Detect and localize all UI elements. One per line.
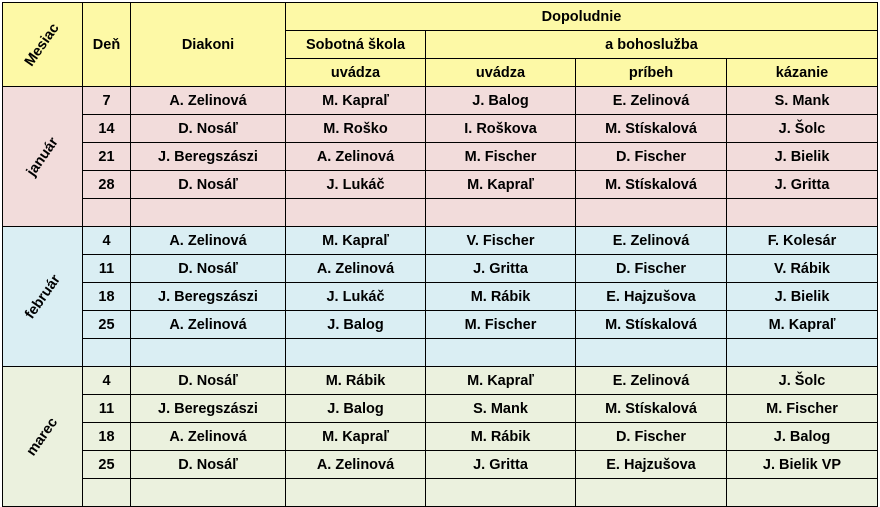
- uvadza-cell: I. Roškova: [426, 115, 576, 143]
- day-cell: [83, 339, 131, 367]
- uvadza-cell: M. Fischer: [426, 143, 576, 171]
- pribeh-cell: E. Zelinová: [576, 227, 727, 255]
- uvadza-cell: [426, 479, 576, 507]
- header-mesiac-label: Mesiac: [22, 20, 63, 69]
- pribeh-cell: M. Stískalová: [576, 395, 727, 423]
- day-cell: 4: [83, 227, 131, 255]
- pribeh-cell: M. Stískalová: [576, 115, 727, 143]
- table-row: [3, 311, 878, 339]
- uvadza-cell: M. Kapraľ: [426, 171, 576, 199]
- uvadza-cell: J. Gritta: [426, 255, 576, 283]
- ss-uvadza-cell: [286, 479, 426, 507]
- uvadza-cell: M. Kapraľ: [426, 367, 576, 395]
- pribeh-cell: M. Stískalová: [576, 171, 727, 199]
- pribeh-cell: D. Fischer: [576, 423, 727, 451]
- day-cell: 28: [83, 171, 131, 199]
- uvadza-cell: [426, 199, 576, 227]
- table-row: [3, 115, 878, 143]
- kazanie-cell: [727, 479, 878, 507]
- ss-uvadza-cell: M. Kapraľ: [286, 227, 426, 255]
- diakoni-cell: D. Nosáľ: [131, 115, 286, 143]
- ss-uvadza-cell: M. Rábik: [286, 367, 426, 395]
- kazanie-cell: J. Gritta: [727, 171, 878, 199]
- day-cell: 7: [83, 87, 131, 115]
- day-cell: [83, 479, 131, 507]
- month-label: marec: [23, 414, 62, 459]
- ss-uvadza-cell: A. Zelinová: [286, 143, 426, 171]
- table-row: [3, 451, 878, 479]
- ss-uvadza-cell: A. Zelinová: [286, 255, 426, 283]
- header-sobotna-skola: Sobotná škola: [286, 31, 426, 59]
- kazanie-cell: J. Bielik VP: [727, 451, 878, 479]
- diakoni-cell: A. Zelinová: [131, 87, 286, 115]
- header-dopoludnie: Dopoludnie: [286, 3, 878, 31]
- day-cell: 21: [83, 143, 131, 171]
- ss-uvadza-cell: [286, 339, 426, 367]
- header-a-bohosluzba: a bohoslužba: [426, 31, 878, 59]
- day-cell: [83, 199, 131, 227]
- pribeh-cell: D. Fischer: [576, 255, 727, 283]
- diakoni-cell: D. Nosáľ: [131, 367, 286, 395]
- kazanie-cell: M. Fischer: [727, 395, 878, 423]
- kazanie-cell: V. Rábik: [727, 255, 878, 283]
- table-row-empty: [3, 199, 878, 227]
- day-cell: 11: [83, 255, 131, 283]
- pribeh-cell: [576, 479, 727, 507]
- pribeh-cell: E. Hajzušova: [576, 451, 727, 479]
- kazanie-cell: J. Bielik: [727, 143, 878, 171]
- ss-uvadza-cell: M. Kapraľ: [286, 87, 426, 115]
- table-row: [3, 367, 878, 395]
- uvadza-cell: S. Mank: [426, 395, 576, 423]
- kazanie-cell: F. Kolesár: [727, 227, 878, 255]
- diakoni-cell: [131, 339, 286, 367]
- kazanie-cell: J. Šolc: [727, 115, 878, 143]
- table-row: [3, 143, 878, 171]
- diakoni-cell: D. Nosáľ: [131, 451, 286, 479]
- pribeh-cell: M. Stískalová: [576, 311, 727, 339]
- ss-uvadza-cell: J. Balog: [286, 311, 426, 339]
- month-label: február: [21, 271, 64, 322]
- table-row: [3, 87, 878, 115]
- day-cell: 25: [83, 451, 131, 479]
- diakoni-cell: D. Nosáľ: [131, 171, 286, 199]
- pribeh-cell: E. Zelinová: [576, 367, 727, 395]
- month-label: január: [23, 134, 62, 179]
- diakoni-cell: [131, 479, 286, 507]
- ss-uvadza-cell: [286, 199, 426, 227]
- uvadza-cell: M. Rábik: [426, 283, 576, 311]
- month-cell: [3, 87, 83, 227]
- pribeh-cell: [576, 199, 727, 227]
- table-row: [3, 255, 878, 283]
- uvadza-cell: M. Fischer: [426, 311, 576, 339]
- diakoni-cell: [131, 199, 286, 227]
- pribeh-cell: [576, 339, 727, 367]
- kazanie-cell: S. Mank: [727, 87, 878, 115]
- pribeh-cell: E. Zelinová: [576, 87, 727, 115]
- kazanie-cell: J. Balog: [727, 423, 878, 451]
- diakoni-cell: J. Beregszászi: [131, 395, 286, 423]
- diakoni-cell: J. Beregszászi: [131, 143, 286, 171]
- table-row: [3, 423, 878, 451]
- ss-uvadza-cell: J. Balog: [286, 395, 426, 423]
- day-cell: 14: [83, 115, 131, 143]
- ss-uvadza-cell: J. Lukáč: [286, 283, 426, 311]
- uvadza-cell: V. Fischer: [426, 227, 576, 255]
- kazanie-cell: J. Šolc: [727, 367, 878, 395]
- header-den: Deň: [83, 3, 131, 87]
- uvadza-cell: M. Rábik: [426, 423, 576, 451]
- table-row: [3, 227, 878, 255]
- header-pribeh: príbeh: [576, 59, 727, 87]
- diakoni-cell: A. Zelinová: [131, 423, 286, 451]
- month-cell: [3, 367, 83, 507]
- month-cell: [3, 227, 83, 367]
- table-row: [3, 395, 878, 423]
- schedule-table: [2, 2, 878, 507]
- table-row-empty: [3, 339, 878, 367]
- diakoni-cell: A. Zelinová: [131, 311, 286, 339]
- ss-uvadza-cell: A. Zelinová: [286, 451, 426, 479]
- kazanie-cell: [727, 339, 878, 367]
- day-cell: 18: [83, 283, 131, 311]
- table-row-empty: [3, 479, 878, 507]
- diakoni-cell: J. Beregszászi: [131, 283, 286, 311]
- day-cell: 18: [83, 423, 131, 451]
- table-row: [3, 283, 878, 311]
- kazanie-cell: [727, 199, 878, 227]
- ss-uvadza-cell: J. Lukáč: [286, 171, 426, 199]
- ss-uvadza-cell: M. Kapraľ: [286, 423, 426, 451]
- kazanie-cell: J. Bielik: [727, 283, 878, 311]
- pribeh-cell: D. Fischer: [576, 143, 727, 171]
- day-cell: 4: [83, 367, 131, 395]
- header-kazanie: kázanie: [727, 59, 878, 87]
- diakoni-cell: A. Zelinová: [131, 227, 286, 255]
- header-diakoni: Diakoni: [131, 3, 286, 87]
- diakoni-cell: D. Nosáľ: [131, 255, 286, 283]
- header-mesiac: [3, 3, 83, 87]
- header-uvadza: uvádza: [426, 59, 576, 87]
- pribeh-cell: E. Hajzušova: [576, 283, 727, 311]
- uvadza-cell: [426, 339, 576, 367]
- kazanie-cell: M. Kapraľ: [727, 311, 878, 339]
- uvadza-cell: J. Gritta: [426, 451, 576, 479]
- day-cell: 25: [83, 311, 131, 339]
- ss-uvadza-cell: M. Roško: [286, 115, 426, 143]
- header-uvadza-ss: uvádza: [286, 59, 426, 87]
- uvadza-cell: J. Balog: [426, 87, 576, 115]
- day-cell: 11: [83, 395, 131, 423]
- table-row: [3, 171, 878, 199]
